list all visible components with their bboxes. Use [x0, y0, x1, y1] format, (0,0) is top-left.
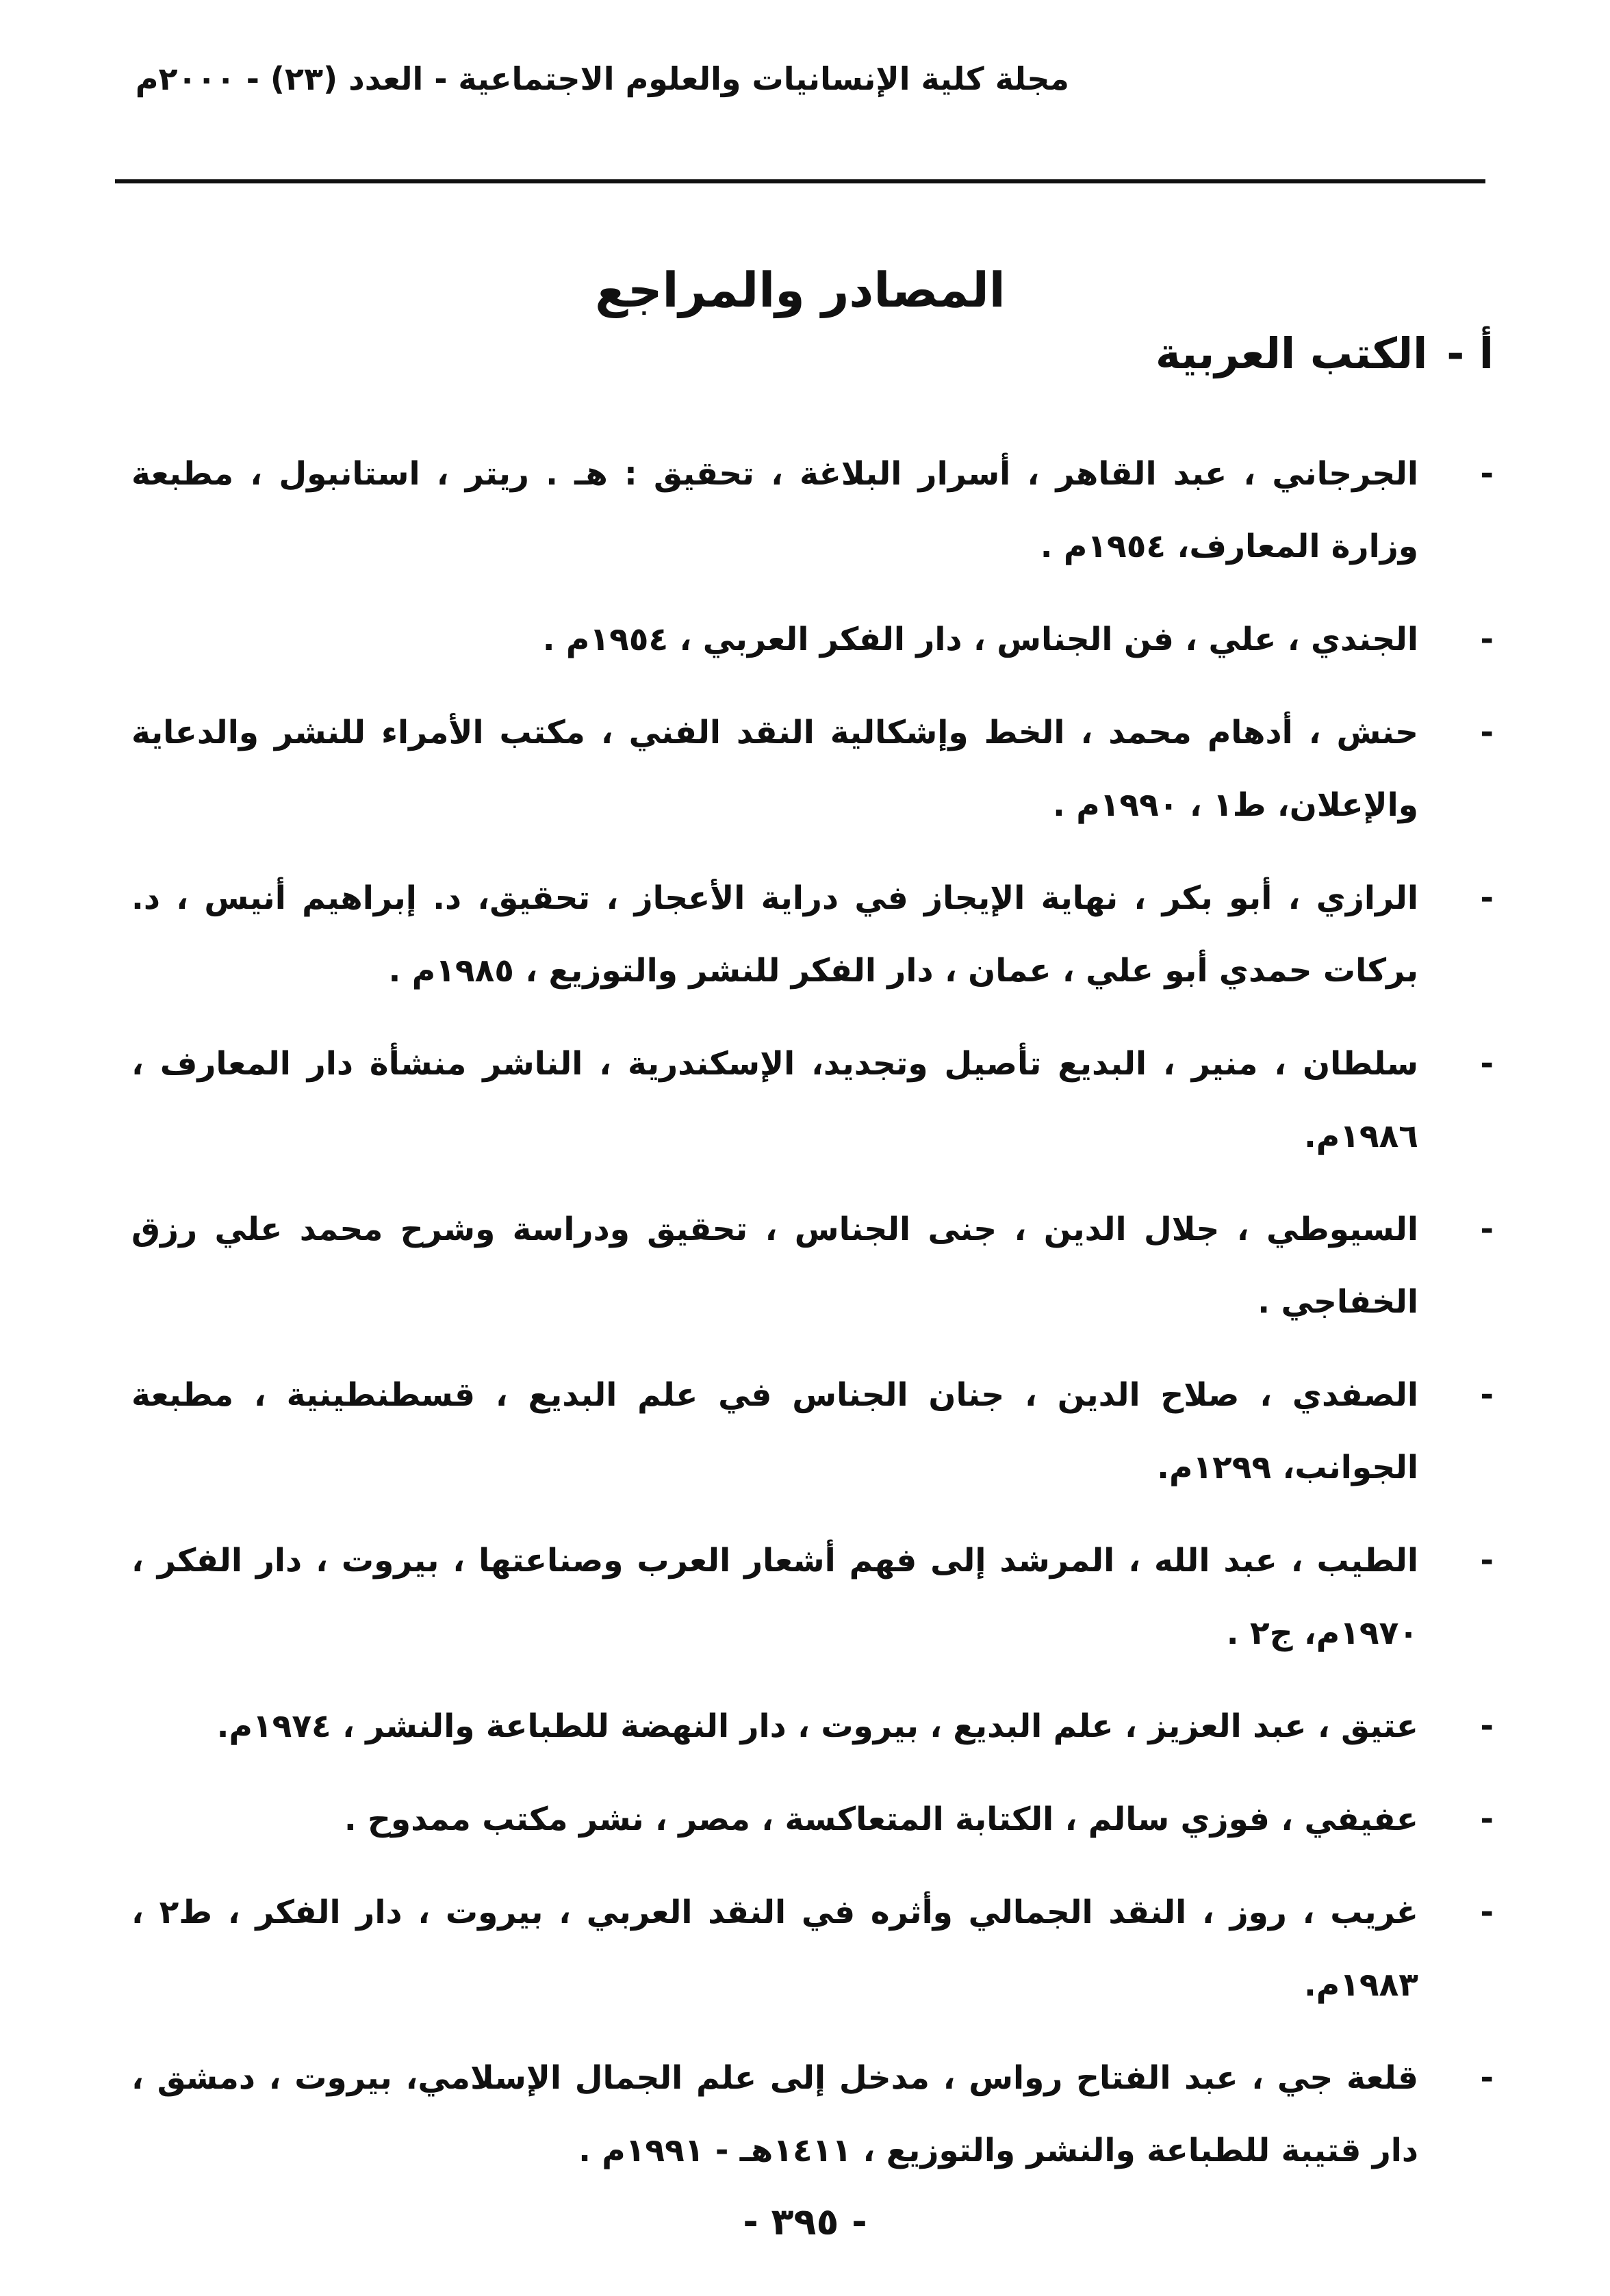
- section-title: الكتب العربية: [1155, 328, 1428, 378]
- list-dash: -: [1480, 621, 1494, 658]
- reference-text: الرازي ، أبو بكر ، نهاية الإيجاز في دراية الأعجاز ، تحقيق، د. إبراهيم أنيس ، د. بركات حمدي أبو علي ، عمان ، دار الفكر للنشر والتوزيع ، ١٩٨٥م .: [131, 879, 1418, 990]
- reference-text: الجرجاني ، عبد القاهر ، أسرار البلاغة ، تحقيق : هـ . ريتر ، استانبول ، مطبعة وزارة المعارف، ١٩٥٤م .: [131, 455, 1418, 565]
- list-dash: -: [1480, 1211, 1494, 1248]
- list-dash: -: [1480, 879, 1494, 917]
- list-dash: -: [1480, 1542, 1494, 1579]
- reference-item: [131, 2042, 1494, 2187]
- reference-text: الجندي ، علي ، فن الجناس ، دار الفكر العربي ، ١٩٥٤م .: [542, 621, 1418, 658]
- reference-text: عتيق ، عبد العزيز ، علم البديع ، بيروت ، دار النهضة للطباعة والنشر ، ١٩٧٤م.: [216, 1707, 1418, 1745]
- list-dash: -: [1480, 1801, 1494, 1838]
- reference-item: [131, 1028, 1494, 1173]
- header-divider: [115, 179, 1485, 183]
- reference-item: [131, 1359, 1494, 1504]
- list-dash: -: [1480, 714, 1494, 751]
- reference-item: [131, 604, 1494, 676]
- reference-item: [131, 697, 1494, 842]
- reference-text: حنش ، أدهام محمد ، الخط وإشكالية النقد الفني ، مكتب الأمراء للنشر والدعاية والإعلان، ط١ ، ١٩٩٠م .: [131, 714, 1418, 824]
- list-dash: -: [1480, 455, 1494, 493]
- section-heading: [1155, 328, 1494, 379]
- list-dash: -: [1480, 1045, 1494, 1083]
- journal-running-header: مجلة كلية الإنسانيات والعلوم الاجتماعية - العدد (٢٣) - ٢٠٠٠م: [135, 60, 1069, 97]
- page-title: المصادر والمراجع: [595, 261, 1006, 318]
- reference-item: [131, 1783, 1494, 1856]
- reference-item: [131, 1194, 1494, 1339]
- section-marker: أ -: [1446, 328, 1494, 378]
- reference-text: قلعة جي ، عبد الفتاح رواس ، مدخل إلى علم الجمال الإسلامي، بيروت ، دمشق ، دار قتيبة للطباعة والنشر والتوزيع ، ١٤١١هـ - ١٩٩١م .: [131, 2059, 1418, 2169]
- reference-text: الطيب ، عبد الله ، المرشد إلى فهم أشعار العرب وصناعتها ، بيروت ، دار الفكر ، ١٩٧٠م، ج٢ .: [131, 1542, 1418, 1652]
- list-dash: -: [1480, 1894, 1494, 1931]
- list-dash: -: [1480, 1707, 1494, 1745]
- reference-item: [131, 1525, 1494, 1670]
- reference-item: [131, 438, 1494, 583]
- page-number: - ٣٩٥ -: [743, 2200, 867, 2243]
- reference-item: [131, 1876, 1494, 2022]
- reference-text: عفيفي ، فوزي سالم ، الكتابة المتعاكسة ، مصر ، نشر مكتب ممدوح .: [344, 1801, 1418, 1838]
- list-dash: -: [1480, 2059, 1494, 2097]
- reference-text: الصفدي ، صلاح الدين ، جنان الجناس في علم البديع ، قسطنطينية ، مطبعة الجوانب، ١٢٩٩م.: [131, 1376, 1418, 1486]
- list-dash: -: [1480, 1376, 1494, 1414]
- reference-text: غريب ، روز ، النقد الجمالي وأثره في النقد العربي ، بيروت ، دار الفكر ، ط٢ ، ١٩٨٣م.: [131, 1894, 1418, 2004]
- reference-list: [131, 438, 1494, 2208]
- reference-item: [131, 862, 1494, 1007]
- reference-item: [131, 1690, 1494, 1763]
- reference-text: السيوطي ، جلال الدين ، جنى الجناس ، تحقيق ودراسة وشرح محمد علي رزق الخفاجي .: [131, 1211, 1418, 1321]
- reference-text: سلطان ، منير ، البديع تأصيل وتجديد، الإسكندرية ، الناشر منشأة دار المعارف ، ١٩٨٦م.: [131, 1045, 1418, 1155]
